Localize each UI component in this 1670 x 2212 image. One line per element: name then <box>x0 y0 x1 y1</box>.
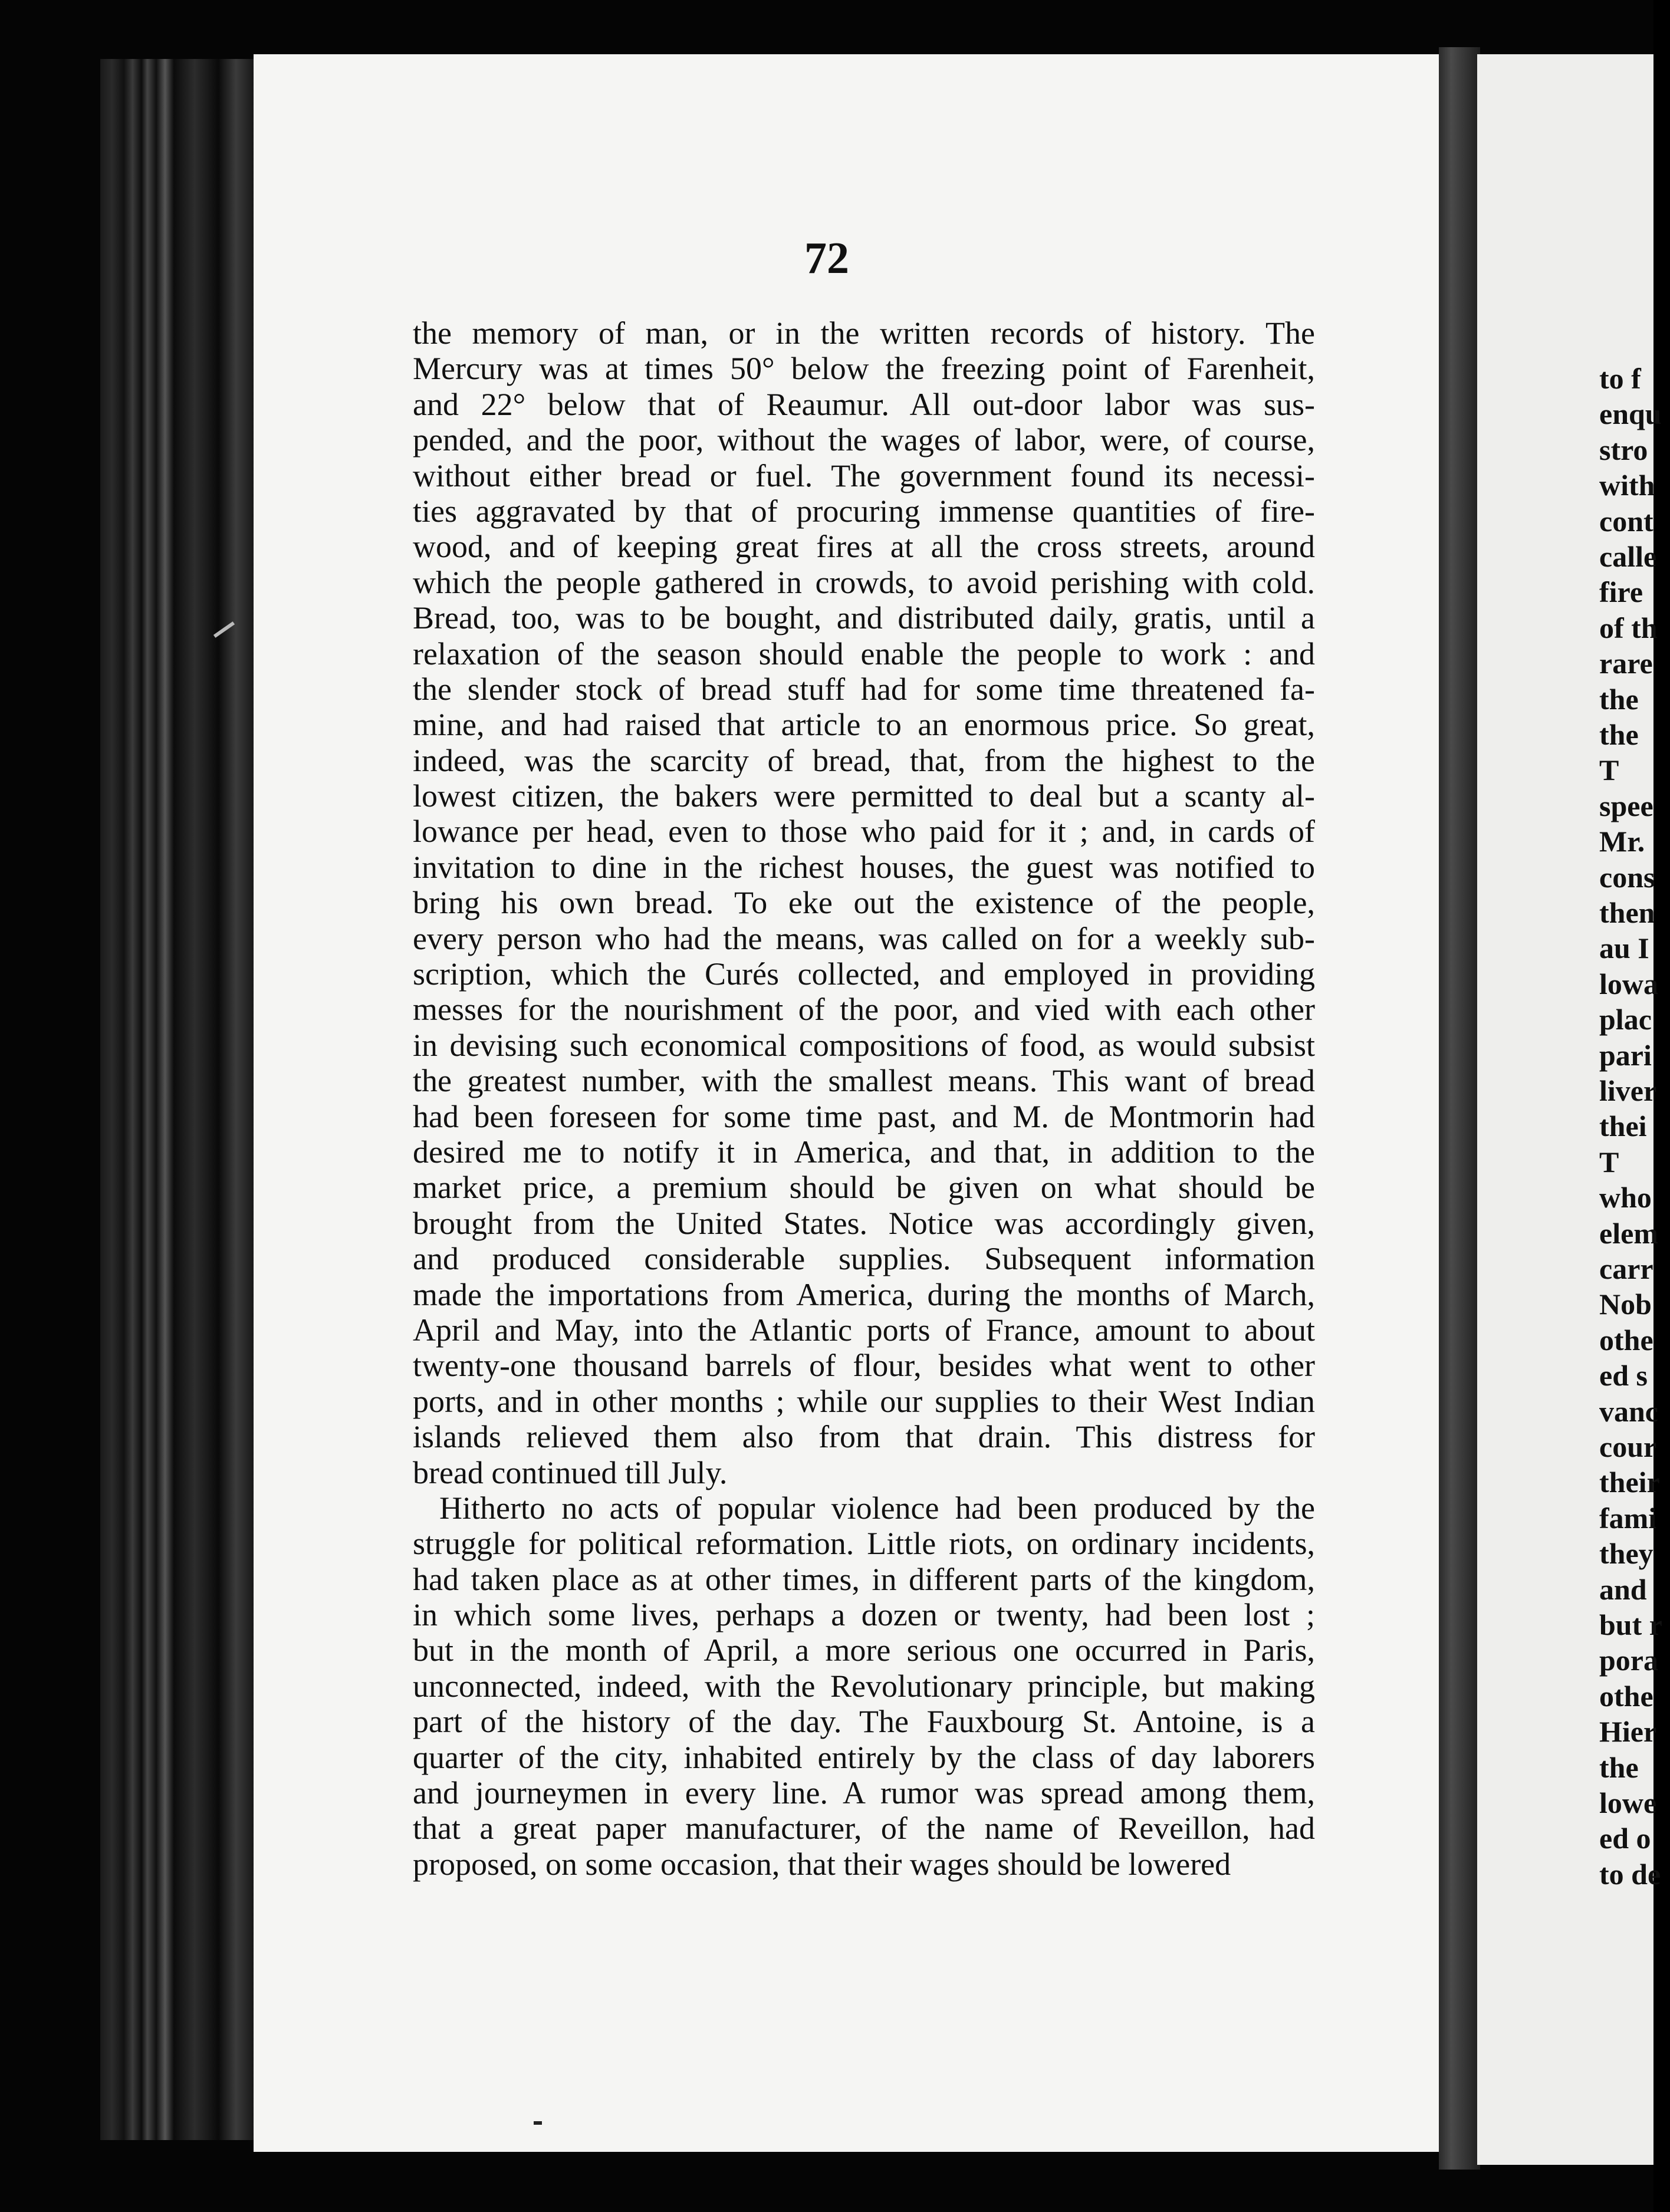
text-line: every person who had the means, was called on for a weekly sub- <box>413 920 1315 956</box>
facing-page-fragment: othe <box>1599 1679 1653 1713</box>
text-line: mine, and had raised that article to an enormous price. So great, <box>413 707 1315 743</box>
facing-page-fragment: othe <box>1599 1323 1653 1357</box>
facing-page-fragment: calle <box>1599 540 1657 573</box>
text-line: but in the month of April, a more serious one occurred in Paris, <box>413 1632 1315 1668</box>
facing-page-fragment: of th <box>1599 611 1658 644</box>
text-line: ties aggravated by that of procuring immense quantities of fire- <box>413 493 1315 529</box>
facing-page-fragment: their <box>1599 1466 1660 1499</box>
text-line: bring his own bread. To eke out the existence of the people, <box>413 885 1315 921</box>
text-line: scription, which the Curés collected, and employed in providing <box>413 956 1315 992</box>
text-line: brought from the United States. Notice was accordingly given, <box>413 1205 1315 1241</box>
text-line: and 22° below that of Reaumur. All out-door labor was sus- <box>413 386 1315 422</box>
text-line: made the importations from America, during the months of March, <box>413 1276 1315 1312</box>
facing-page-fragment: vanc <box>1599 1394 1658 1428</box>
text-line: the memory of man, or in the written records of history. The <box>413 315 1315 351</box>
facing-page-fragment: enqu <box>1599 397 1662 431</box>
text-line: wood, and of keeping great fires at all the cross streets, around <box>413 529 1315 565</box>
text-line: Mercury was at times 50° below the freezing point of Farenheit, <box>413 351 1315 387</box>
page-number: 72 <box>804 233 849 283</box>
text-line: lowance per head, even to those who paid for it ; and, in cards of <box>413 814 1315 850</box>
text-line: desired me to notify it in America, and that, in addition to the <box>413 1134 1315 1170</box>
facing-page-fragment: the <box>1599 718 1639 751</box>
scan-speck <box>534 2121 542 2125</box>
facing-page-fragment: Nob <box>1599 1288 1652 1321</box>
text-line: and produced considerable supplies. Subsequent information <box>413 1241 1315 1277</box>
text-line: twenty-one thousand barrels of flour, besides what went to other <box>413 1348 1315 1384</box>
text-line: had been foreseen for some time past, and M. de Montmorin had <box>413 1098 1315 1134</box>
text-line: in devising such economical compositions of food, as would subsist <box>413 1027 1315 1063</box>
facing-page-fragment: then <box>1599 896 1655 929</box>
text-line: relaxation of the season should enable the people to work : and <box>413 636 1315 672</box>
text-line: part of the history of the day. The Fauxbourg St. Antoine, is a <box>413 1704 1315 1740</box>
facing-page-fragment: thei <box>1599 1110 1647 1143</box>
text-line: the slender stock of bread stuff had for some time threatened fa- <box>413 671 1315 707</box>
text-line: unconnected, indeed, with the Revolutionary principle, but making <box>413 1668 1315 1704</box>
text-line: without either bread or fuel. The government found its necessi- <box>413 457 1315 493</box>
facing-page-fragment: carr <box>1599 1252 1653 1285</box>
facing-page-fragment: fami <box>1599 1501 1657 1535</box>
facing-page-fragment: ed o <box>1599 1822 1651 1855</box>
text-line: that a great paper manufacturer, of the name of Reveillon, had <box>413 1811 1315 1846</box>
facing-page-fragment: plac <box>1599 1003 1652 1036</box>
text-line: proposed, on some occasion, that their wages should be lowered <box>413 1846 1231 1882</box>
facing-page-fragment: T <box>1599 753 1619 787</box>
facing-page-fragment: to f <box>1599 362 1641 395</box>
facing-page-fragment: cons <box>1599 860 1655 894</box>
facing-page-fragment: au I <box>1599 931 1649 965</box>
facing-page-fragment: the <box>1599 682 1639 716</box>
facing-page-fragment: rare <box>1599 647 1653 680</box>
text-line: Bread, too, was to be bought, and distributed daily, gratis, until a <box>413 600 1315 636</box>
facing-page-fragment: lowa <box>1599 967 1658 1000</box>
text-line: and journeymen in every line. A rumor was spread among them, <box>413 1775 1315 1811</box>
facing-page-fragment: cour <box>1599 1430 1657 1463</box>
facing-page-fragment: pora <box>1599 1644 1658 1677</box>
text-line: April and May, into the Atlantic ports of France, amount to about <box>413 1312 1315 1348</box>
text-line: Hitherto no acts of popular violence had been produced by the <box>439 1490 1315 1526</box>
facing-page-fragment: Mr. <box>1599 825 1645 858</box>
body-text <box>413 315 1315 1882</box>
facing-page-fragment: lowe <box>1599 1786 1657 1819</box>
text-line: quarter of the city, inhabited entirely by the class of day laborers <box>413 1739 1315 1775</box>
text-line: ports, and in other months ; while our supplies to their West Indian <box>413 1383 1315 1419</box>
facing-page <box>1477 54 1662 2165</box>
text-line: in which some lives, perhaps a dozen or twenty, had been lost ; <box>413 1597 1315 1633</box>
book-gutter <box>1439 47 1480 2170</box>
text-line: market price, a premium should be given on what should be <box>413 1170 1315 1206</box>
facing-page-fragment: but r <box>1599 1608 1662 1641</box>
text-line: had taken place as at other times, in different parts of the kingdom, <box>413 1561 1315 1597</box>
facing-page-fragment: fire <box>1599 575 1643 609</box>
facing-page-fragment: liver <box>1599 1074 1657 1107</box>
facing-page-fragment: stro <box>1599 433 1648 466</box>
text-line: bread continued till July. <box>413 1454 728 1490</box>
text-line: islands relieved them also from that drain. This distress for <box>413 1419 1315 1455</box>
text-line: invitation to dine in the richest houses, the guest was notified to <box>413 849 1315 885</box>
text-line: indeed, was the scarcity of bread, that, from the highest to the <box>413 742 1315 778</box>
facing-page-fragment: spee <box>1599 789 1653 822</box>
text-line: which the people gathered in crowds, to avoid perishing with cold. <box>413 564 1315 600</box>
text-line: pended, and the poor, without the wages of labor, were, of course, <box>413 422 1315 458</box>
facing-page-fragment: with <box>1599 469 1655 502</box>
facing-page-fragment: and <box>1599 1572 1647 1606</box>
facing-page-fragment: to de <box>1599 1857 1661 1891</box>
facing-page-fragment: pari <box>1599 1038 1652 1072</box>
facing-page-fragment: Hier <box>1599 1715 1657 1749</box>
text-line: lowest citizen, the bakers were permitted to deal but a scanty al- <box>413 778 1315 814</box>
facing-page-fragment: the <box>1599 1750 1639 1784</box>
text-line: struggle for political reformation. Little riots, on ordinary incidents, <box>413 1526 1315 1562</box>
text-line: messes for the nourishment of the poor, and vied with each other <box>413 992 1315 1028</box>
facing-page-fragment: T <box>1599 1145 1619 1179</box>
facing-page-fragment: who <box>1599 1181 1652 1214</box>
facing-page-fragment: cont <box>1599 504 1653 538</box>
book-page-edges <box>100 59 254 2140</box>
facing-page-fragment: elem <box>1599 1216 1658 1250</box>
facing-page-fragment: ed s <box>1599 1359 1648 1393</box>
facing-page-fragment: they <box>1599 1537 1653 1571</box>
text-line: the greatest number, with the smallest means. This want of bread <box>413 1063 1315 1099</box>
